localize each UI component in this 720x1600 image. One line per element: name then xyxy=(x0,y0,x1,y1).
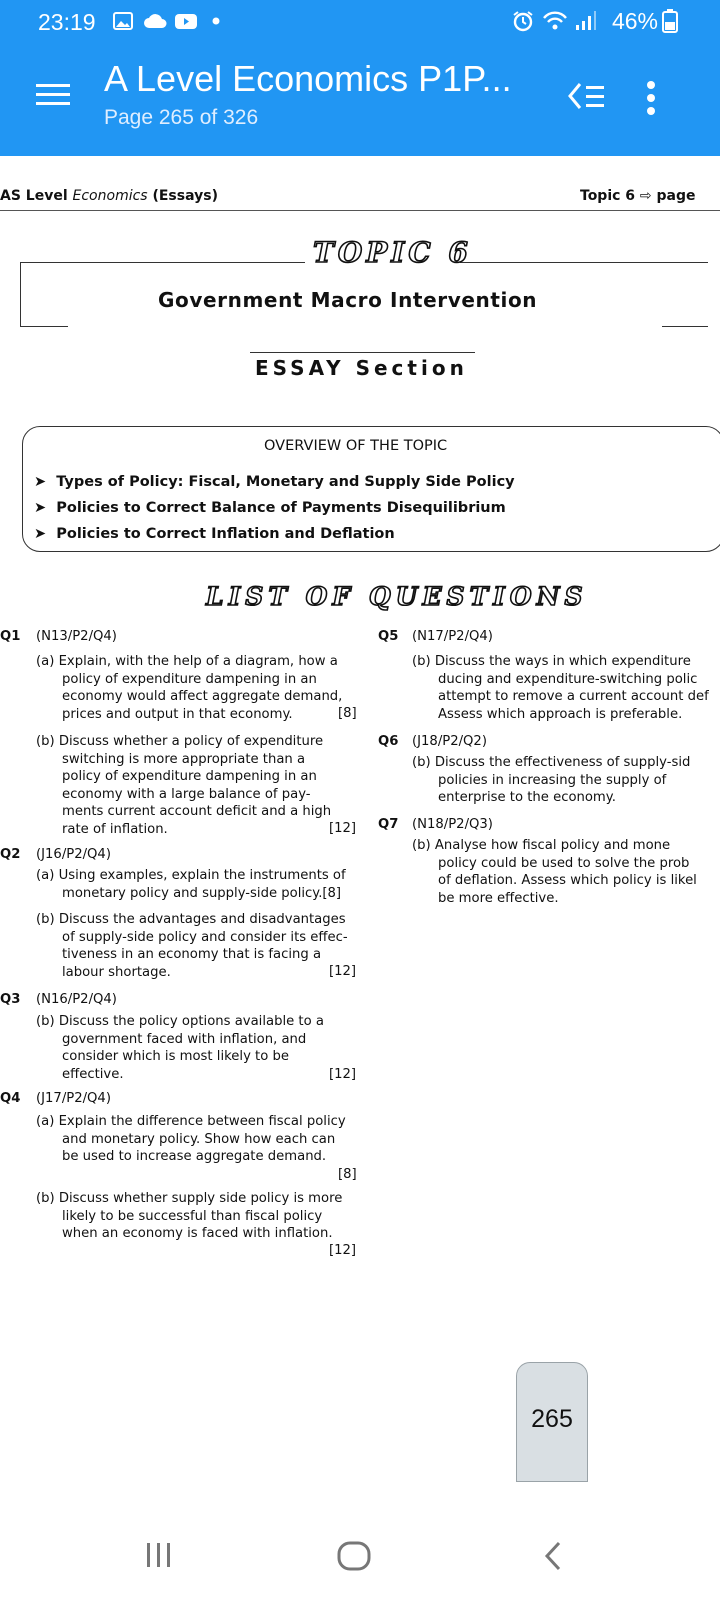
mark: [8] xyxy=(338,706,357,721)
question-part-b: (b) Discuss the policy options available to a government faced with inflation, and consider which is most likely to be effective. xyxy=(36,1014,324,1082)
mark: [12] xyxy=(329,964,357,979)
more-notifications-dot-icon xyxy=(212,17,220,25)
back-icon[interactable] xyxy=(542,1540,564,1572)
pdf-page[interactable] xyxy=(0,156,720,1520)
essay-rule xyxy=(250,352,475,353)
question-number: Q2 xyxy=(0,847,21,862)
topic-rule-left xyxy=(20,262,305,263)
overview-item: ➤ Policies to Correct Inflation and Deflation xyxy=(34,526,395,542)
menu-icon[interactable] xyxy=(36,82,70,108)
header-level: AS Level xyxy=(0,188,68,204)
header-page-label: page xyxy=(656,188,696,204)
question-number: Q1 xyxy=(0,629,21,644)
header-section: (Essays) xyxy=(152,188,218,204)
question-code: (N13/P2/Q4) xyxy=(36,629,117,644)
header-rule xyxy=(0,210,720,211)
topic-box-bottom-left xyxy=(20,326,68,327)
page-header-left xyxy=(0,188,218,204)
home-icon[interactable] xyxy=(336,1540,372,1572)
topic-rule-right xyxy=(460,262,708,263)
question-number: Q5 xyxy=(378,629,399,644)
app-bar xyxy=(0,44,720,156)
clock: 23:19 xyxy=(38,9,96,35)
question-code: (J18/P2/Q2) xyxy=(412,734,487,749)
question-number: Q4 xyxy=(0,1091,21,1106)
question-part-b: (b) Discuss whether a policy of expenditure switching is more appropriate than a policy of expenditure dampening in an economy with a large balance of pay- ments current account deficit and a high rate of inflation. xyxy=(36,734,332,837)
more-options-icon[interactable] xyxy=(646,80,656,116)
question-part-a: (a) Using examples, explain the instruments of monetary policy and supply-side policy.[8] xyxy=(36,868,346,901)
question-part-a: (a) Explain, with the help of a diagram, how a policy of expenditure dampening in an economy would affect aggregate demand, prices and output in that economy. xyxy=(36,654,343,722)
mark: [12] xyxy=(329,1067,357,1082)
overview-title: OVERVIEW OF THE TOPIC xyxy=(264,438,448,454)
list-heading: LIST OF QUESTIONS xyxy=(206,582,588,611)
page-number-badge[interactable] xyxy=(516,1362,588,1482)
question-number: Q6 xyxy=(378,734,399,749)
question-part-a: (a) Explain the difference between fiscal policy and monetary policy. Show how each can be used to increase aggregate demand. xyxy=(36,1114,346,1164)
youtube-notification-icon xyxy=(174,12,198,30)
topic-box-left xyxy=(20,262,21,326)
question-number: Q7 xyxy=(378,817,399,832)
reading-mode-icon[interactable] xyxy=(566,80,606,112)
question-code: (N18/P2/Q3) xyxy=(412,817,493,832)
main-title: Government Macro Intervention xyxy=(158,288,538,312)
question-number: Q3 xyxy=(0,992,21,1007)
alarm-icon xyxy=(512,10,534,32)
overview-list xyxy=(34,469,515,547)
mark: [12] xyxy=(329,821,357,836)
topic-heading: TOPIC 6 xyxy=(313,236,472,269)
document-title: A Level Economics P1P... xyxy=(104,58,512,99)
question-part-b: (b) Discuss whether supply side policy is more likely to be successful than fiscal policy when an economy is faced with inflation. xyxy=(36,1191,343,1241)
question-part-b: (b) Analyse how fiscal policy and mone policy could be used to solve the prob of deflation. Assess which policy is likel be more effective. xyxy=(412,838,697,906)
page-number-label: 265 xyxy=(531,1405,573,1433)
question-part-b: (b) Discuss the advantages and disadvantages of supply-side policy and consider its effec- tiveness in an economy that is facing a labour shortage. xyxy=(36,912,348,980)
signal-icon xyxy=(574,10,596,32)
question-code: (N17/P2/Q4) xyxy=(412,629,493,644)
mark: [8] xyxy=(338,1167,357,1182)
status-bar xyxy=(0,0,720,44)
cloud-notification-icon xyxy=(143,12,167,30)
page-header-right: Topic 6 ⇨ page xyxy=(580,188,696,204)
overview-item: ➤ Types of Policy: Fiscal, Monetary and Supply Side Policy xyxy=(34,474,515,490)
mark: [12] xyxy=(329,1243,357,1258)
header-subject: Economics xyxy=(72,188,148,204)
question-part-b: (b) Discuss the effectiveness of supply-sid policies in increasing the supply of enterprise to the economy. xyxy=(412,755,691,805)
navigation-bar xyxy=(0,1520,720,1600)
gallery-notification-icon xyxy=(113,12,133,30)
topic-box-bottom-right xyxy=(662,326,708,327)
wifi-icon xyxy=(542,10,568,32)
battery-icon xyxy=(662,9,678,33)
header-topic: Topic 6 xyxy=(580,188,636,204)
page-indicator: Page 265 of 326 xyxy=(104,106,259,129)
question-code: (N16/P2/Q4) xyxy=(36,992,117,1007)
battery-level: 46% xyxy=(611,8,658,34)
essay-heading: ESSAY Section xyxy=(255,356,468,380)
question-code: (J16/P2/Q4) xyxy=(36,847,111,862)
recent-apps-icon[interactable] xyxy=(144,1540,174,1570)
question-code: (J17/P2/Q4) xyxy=(36,1091,111,1106)
question-part-b: (b) Discuss the ways in which expenditure ducing and expenditure-switching polic attempt to remove a current account def Assess which approach is preferable. xyxy=(412,654,709,722)
overview-item: ➤ Policies to Correct Balance of Payments Disequilibrium xyxy=(34,500,506,516)
